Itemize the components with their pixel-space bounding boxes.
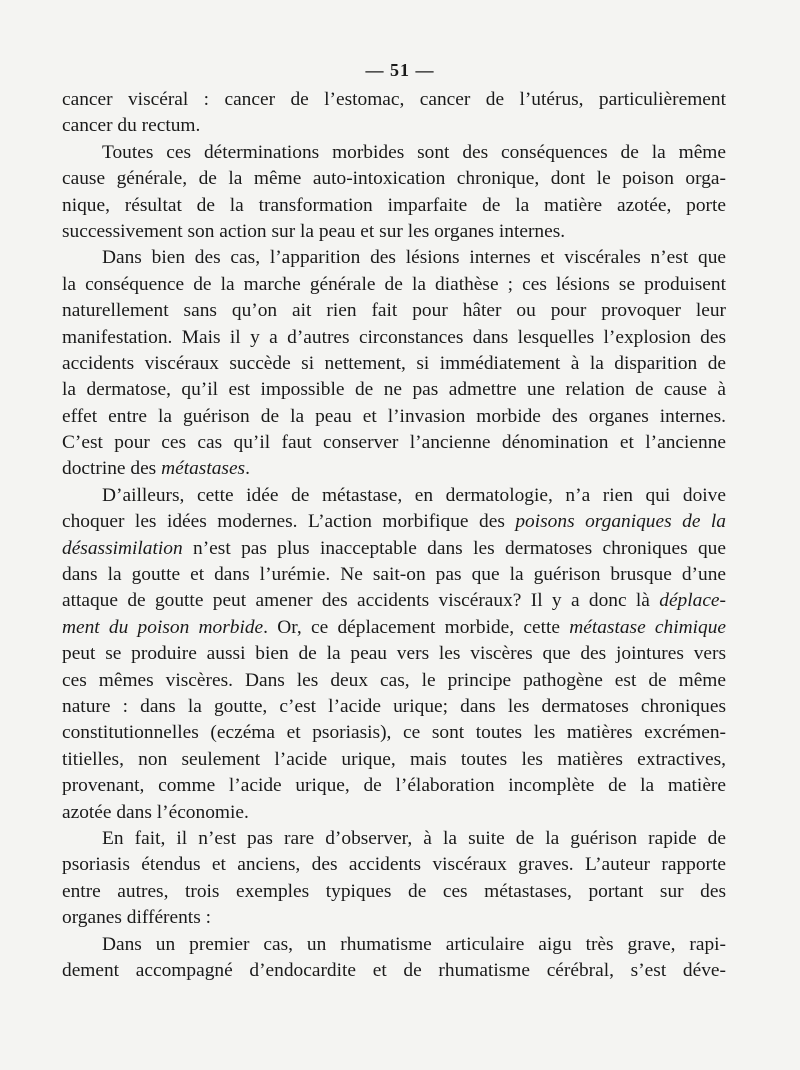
text-segment: peut se produire aussi bien de la peau vers les viscères que des jointures vers [62,643,726,665]
text-line [62,87,726,113]
italic-text: désassimilation [62,537,183,559]
text-segment: la dermatose, qu’il est impossible de ne pas admettre une relation de cause à [62,379,726,401]
text-line [62,588,726,614]
text-segment: naturellement sans qu’on ait rien fait pour hâter ou pour provoquer leur [62,300,726,322]
text-line [62,272,726,298]
text-line [62,747,726,773]
text-segment: C’est pour ces cas qu’il faut conserver l’ancienne dénomination et l’ancienne [62,432,726,454]
text-line [62,193,726,219]
italic-text: métastase chimique [569,616,726,638]
body-text [62,87,726,984]
text-segment: psoriasis étendus et anciens, des accidents viscéraux graves. L’auteur rapporte [62,854,726,876]
text-segment: cancer du rectum. [62,115,201,137]
text-line [62,351,726,377]
text-line [62,694,726,720]
page-number: — 51 — [365,60,435,80]
text-segment: . Or, ce déplacement morbide, cette [263,616,570,638]
text-segment: nature : dans la goutte, c’est l’acide urique; dans les dermatoses chroniques [62,695,726,717]
text-line [62,536,726,562]
text-segment: constitutionnelles (eczéma et psoriasis), ce sont toutes les matières excrémen- [62,722,726,744]
text-segment: provenant, comme l’acide urique, de l’élaboration incomplète de la matière [62,775,726,797]
text-segment: titielles, non seulement l’acide urique, mais toutes les matières extractives, [62,748,726,770]
text-segment: doctrine des [62,458,162,480]
text-segment: D’ailleurs, cette idée de métastase, en dermatologie, n’a rien qui doive [102,484,726,506]
text-line [62,219,726,245]
text-line [62,879,726,905]
text-segment: successivement son action sur la peau et sur les organes internes. [62,220,566,242]
text-segment: attaque de goutte peut amener des accidents viscéraux? Il y a donc là [62,590,660,612]
text-segment: n’est pas plus inacceptable dans les dermatoses chroniques que [182,537,726,559]
text-line [62,509,726,535]
text-segment: organes différents : [62,907,211,929]
text-line [62,720,726,746]
text-line [62,245,726,271]
text-line [62,377,726,403]
text-line [62,958,726,984]
text-segment: dans la goutte et dans l’urémie. Ne sait-on pas que la guérison brusque d’une [62,564,726,586]
text-segment: entre autres, trois exemples typiques de ces métastases, portant sur des [62,880,726,902]
text-segment: cancer viscéral : cancer de l’estomac, cancer de l’utérus, particulièrement [62,89,726,110]
text-segment: Dans un premier cas, un rhumatisme articulaire aigu très grave, rapi- [102,933,726,955]
text-segment: nique, résultat de la transformation imparfaite de la matière azotée, porte [62,194,726,216]
text-segment: ces mêmes viscères. Dans les deux cas, le principe pathogène est de même [62,669,726,691]
text-segment: Toutes ces déterminations morbides sont des conséquences de la même [102,141,726,163]
text-line [62,615,726,641]
text-segment: . [245,458,250,480]
text-line [62,166,726,192]
italic-text: ment du poison morbide [62,616,264,638]
text-line [62,800,726,826]
text-line [62,641,726,667]
text-segment: En fait, il n’est pas rare d’observer, à la suite de la guérison rapide de [102,827,726,849]
italic-text: métastases [161,458,246,480]
text-segment: azotée dans l’économie. [62,801,249,823]
text-line [62,404,726,430]
text-segment: accidents viscéraux succède si nettement, si immédiatement à la disparition de [62,352,726,374]
text-segment: la conséquence de la marche générale de la diathèse ; ces lésions se produisent [62,273,726,295]
text-line [62,456,726,482]
text-segment: Dans bien des cas, l’apparition des lésions internes et viscérales n’est que [102,247,726,269]
text-line [62,562,726,588]
text-line [62,905,726,931]
text-line [62,852,726,878]
italic-text: poisons organiques de la [515,511,726,533]
text-line [62,298,726,324]
text-line [62,932,726,958]
text-segment: choquer les idées modernes. L’action morbifique des [62,511,516,533]
text-segment: manifestation. Mais il y a d’autres circonstances dans lesquelles l’explosion des [62,326,726,348]
text-line [62,668,726,694]
text-line [62,483,726,509]
text-line [62,773,726,799]
text-line [62,430,726,456]
text-segment: effet entre la guérison de la peau et l’invasion morbide des organes internes. [62,405,726,427]
italic-text: déplace- [659,590,726,612]
text-segment: dement accompagné d’endocardite et de rhumatisme cérébral, s’est déve- [62,959,726,981]
text-line [62,113,726,139]
text-line [62,826,726,852]
text-segment: cause générale, de la même auto-intoxication chronique, dont le poison orga- [62,168,726,190]
text-line [62,140,726,166]
text-line [62,325,726,351]
